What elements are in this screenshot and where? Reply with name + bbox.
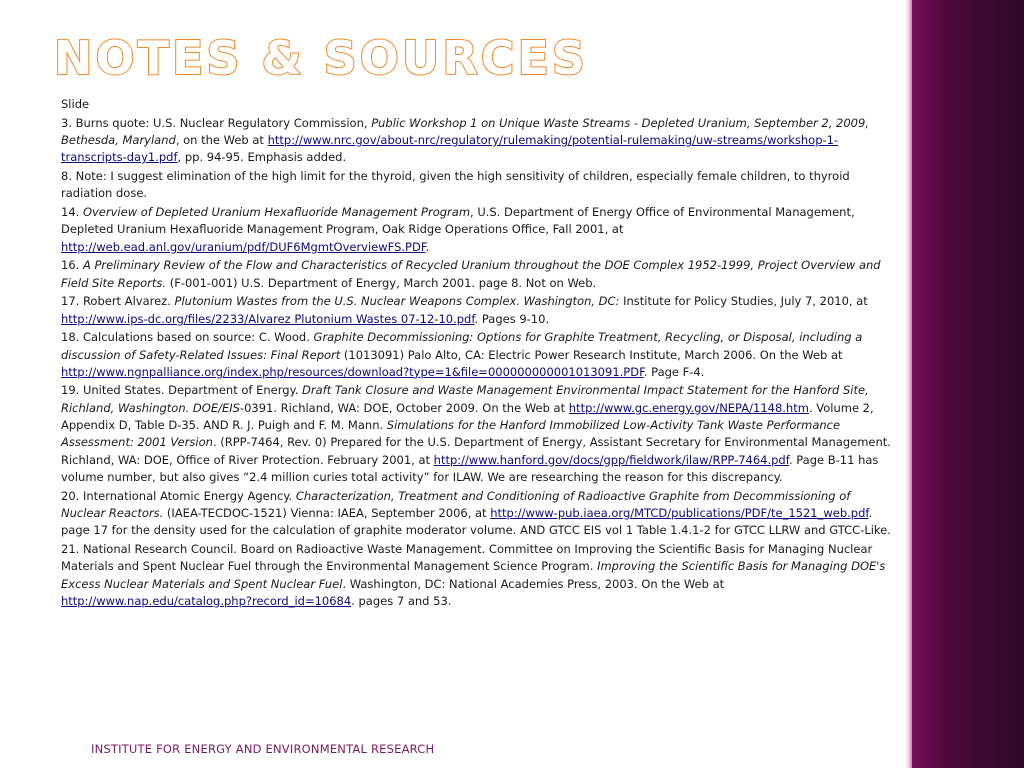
note-text: 21. National Research Council. Board on Radioactive Waste Management. Committee on Improving the Scientific Basis for Managing Nuclear Materials and Spent Nuclear Fuel through the Environmental Management Science Program. bbox=[61, 541, 873, 574]
note-item bbox=[61, 115, 891, 167]
note-text: 3. Burns quote: U.S. Nuclear Regulatory Commission, bbox=[61, 115, 372, 130]
note-text: . pages 7 and 53. bbox=[351, 593, 452, 608]
note-text: Institute for Policy Studies, July 7, 2010, at bbox=[619, 294, 868, 309]
note-text: , pp. 94-95. Emphasis added. bbox=[177, 150, 347, 165]
note-item bbox=[61, 541, 891, 610]
note-text: (IAEA-TECDOC-1521) Vienna: IAEA, September 2006, at bbox=[163, 505, 491, 520]
note-italic-text: A Preliminary Review of the Flow and Characteristics of Recycled Uranium throughout the DOE Complex 1952-1999, Project Overview and Field Site Reports. bbox=[61, 258, 881, 290]
note-link[interactable]: http://www.ips-dc.org/files/2233/Alvarez Plutonium Wastes 07-12-10.pdf bbox=[61, 311, 475, 326]
note-italic-text: Plutonium Wastes from the U.S. Nuclear Weapons Complex. Washington, DC: bbox=[174, 294, 620, 309]
note-italic-text: Draft Tank Closure and Waste Management Environmental Impact Statement for the Hanford Site, Richland, Washington. DOE/EIS bbox=[61, 383, 869, 415]
note-italic-text: Simulations for the Hanford Immobilized Low-Activity Tank Waste Performance Assessment: 2001 Version bbox=[61, 418, 841, 450]
note-link[interactable]: http://web.ead.anl.gov/uranium/pdf/DUF6MgmtOverviewFS.PDF bbox=[61, 239, 426, 254]
decorative-sidebar bbox=[912, 0, 1024, 768]
note-italic-text: Public Workshop 1 on Unique Waste Streams - Depleted Uranium, September 2, 2009, Bethesda, Maryland bbox=[61, 115, 869, 147]
note-text: , on the Web at bbox=[175, 132, 268, 147]
note-text: 18. Calculations based on source: C. Wood. bbox=[61, 330, 314, 345]
note-item bbox=[61, 329, 891, 381]
note-item bbox=[61, 488, 891, 540]
note-item bbox=[61, 382, 891, 486]
note-italic-text: Improving the Scientific Basis for Managing DOE's Excess Nuclear Materials and Spent Nuclear Fuel bbox=[61, 559, 886, 591]
note-text: 17. Robert Alvarez. bbox=[61, 294, 175, 309]
note-text: (F-001-001) U.S. Department of Energy, March 2001. page 8. Not on Web. bbox=[166, 275, 597, 290]
page-title: NOTES & SOURCES bbox=[54, 31, 588, 85]
note-link[interactable]: http://www.ngnpalliance.org/index.php/resources/download?type=1&file=000000000001013091.PDF bbox=[61, 364, 644, 379]
note-text: 14. bbox=[61, 204, 83, 219]
note-text: . bbox=[425, 239, 430, 254]
footer-organization: INSTITUTE FOR ENERGY AND ENVIRONMENTAL RESEARCH bbox=[91, 742, 435, 756]
note-text: 16. bbox=[61, 258, 83, 273]
note-item bbox=[61, 168, 891, 203]
notes-list bbox=[61, 96, 891, 612]
note-item bbox=[61, 204, 891, 256]
note-text: 20. International Atomic Energy Agency. bbox=[61, 488, 296, 503]
note-link[interactable]: http://www.hanford.gov/docs/gpp/fieldwork/ilaw/RPP-7464.pdf bbox=[433, 452, 789, 467]
note-text: . Page F-4. bbox=[643, 364, 705, 379]
sidebar-edge-gradient bbox=[905, 0, 912, 768]
note-text: . Washington, DC: National Academies Press, 2003. On the Web at bbox=[342, 576, 725, 591]
note-italic-text: Overview of Depleted Uranium Hexafluoride Management Program bbox=[82, 204, 471, 219]
note-text: . (RPP-7464, Rev. 0) Prepared for the U.S. Department of Energy, Assistant Secretary for Environmental Management. Richland, WA: DOE, Office of River Protection. February 2001, at bbox=[61, 435, 891, 467]
note-link[interactable]: http://www.nap.edu/catalog.php?record_id=10684 bbox=[61, 593, 352, 608]
note-text: . page 17 for the density used for the calculation of graphite moderator volume. AND GTCC EIS vol 1 Table 1.4.1-2 for GTCC LLRW and GTCC-Like. bbox=[61, 505, 891, 538]
note-text: . Page B-11 has volume number, but also gives “2.4 million curies total activity” for ILAW. We are researching the reason for this discrepancy. bbox=[61, 452, 879, 484]
note-link[interactable]: http://www-pub.iaea.org/MTCD/publications/PDF/te_1521_web.pdf bbox=[490, 505, 869, 520]
note-item bbox=[61, 293, 891, 328]
note-text: . Volume 2, Appendix D, Table D-35. AND R. J. Puigh and F. M. Mann. bbox=[61, 400, 874, 433]
note-text: 19. United States. Department of Energy. bbox=[61, 383, 303, 398]
slide-label: Slide bbox=[61, 97, 90, 111]
note-text: . Pages 9-10. bbox=[474, 311, 550, 326]
note-italic-text: Characterization, Treatment and Conditioning of Radioactive Graphite from Decommissioning of Nuclear Reactors. bbox=[61, 488, 851, 520]
note-item bbox=[61, 257, 891, 292]
note-text: (1013091) Palo Alto, CA: Electric Power Research Institute, March 2006. On the Web at bbox=[340, 347, 843, 362]
note-link[interactable]: http://www.nrc.gov/about-nrc/regulatory/rulemaking/potential-rulemaking/uw-streams/workshop-1-transcripts-day1.pdf bbox=[61, 132, 839, 165]
note-text: 8. Note: I suggest elimination of the high limit for the thyroid, given the high sensitivity of children, especially female children, to thyroid radiation dose. bbox=[61, 168, 850, 201]
note-text: -0391. Richland, WA: DOE, October 2009. On the Web at bbox=[239, 400, 569, 415]
note-text: , U.S. Department of Energy Office of Environmental Management, Depleted Uranium Hexafluoride Management Program, Oak Ridge Operations Office, Fall 2001, at bbox=[61, 204, 855, 237]
note-link[interactable]: http://www.gc.energy.gov/NEPA/1148.htm bbox=[568, 400, 809, 415]
note-italic-text: Graphite Decommissioning: Options for Graphite Treatment, Recycling, or Disposal, including a discussion of Safety-Related Issues: Final Report bbox=[61, 330, 863, 362]
